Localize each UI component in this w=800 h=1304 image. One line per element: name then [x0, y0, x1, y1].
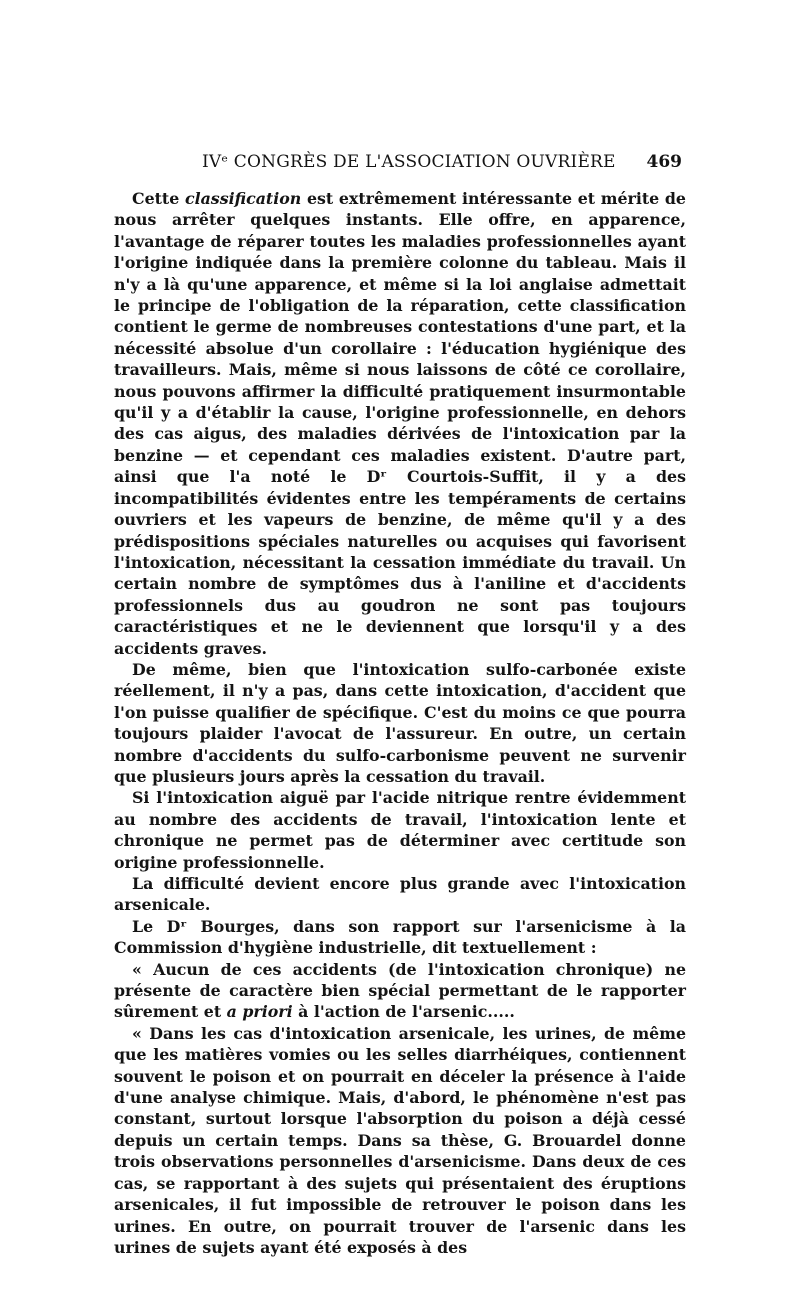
paragraph — [114, 659, 686, 787]
paragraph-text: La difficulté devient encore plus grande avec l'intoxication arsenicale. — [114, 874, 686, 915]
paragraph-text: « Dans les cas d'intoxication arsenicale, les urines, de même que les matières vomies ou les selles diarrhéiques, contiennent souvent le poison et on pourrait en déceler la présence à l'aide d'une analyse chimique. Mais, d'abord, le phénomène n'est pas constant, surtout lorsque l'absorption du poison a déjà cessé depuis un certain temps. Dans sa thèse, G. Brouardel donne trois observations personnelles d'arsenicisme. Dans deux de ces cas, se rapportant à des sujets qui présentaient des éruptions arsenicales, il fut impossible de retrouver le poison dans les urines. En outre, on pourrait trouver de l'arsenic dans les urines de sujets ayant été exposés à des — [114, 1023, 686, 1257]
quotation — [114, 959, 686, 1023]
paragraph-text: Le Dʳ Bourges, dans son rapport sur l'arsenicisme à la Commission d'hygiène industrielle, dit textuellement : — [114, 916, 686, 958]
paragraph-text: Si l'intoxication aiguë par l'acide nitrique rentre évidemment au nombre des accidents de travail, l'intoxication lente et chronique ne permet pas de déterminer avec certitude son origine professionnelle. — [114, 788, 686, 872]
running-head — [114, 150, 686, 180]
paragraph-lead: « Aucun de ces accidents (de l'intoxication chronique) ne présente de caractère bien spécial permettant de le rapporter sûrement et — [114, 959, 686, 1022]
paragraph-lead: Cette — [132, 189, 185, 208]
book-page — [114, 150, 686, 1258]
paragraph — [114, 916, 686, 959]
body-text — [114, 188, 686, 1258]
page-number: 469 — [646, 152, 682, 172]
paragraph — [114, 787, 686, 873]
paragraph-text: est extrêmement intéressante et mérite de nous arrêter quelques instants. Elle offre, en apparence, l'avantage de réparer toutes les maladies professionnelles ayant l'origine indiquée dans la première colonne du tableau. Mais il n'y a là qu'une apparence, et même si la loi anglaise admettait le principe de l'obligation de la réparation, cette classification contient le germe de nombreuses contestations d'une part, et la nécessité absolue d'un corollaire : l'éducation hygiénique des travailleurs. Mais, même si nous laissons de côté ce corollaire, nous pouvons affirmer la difficulté pratiquement insurmontable qu'il y a d'établir la cause, l'origine professionnelle, en dehors des cas aigus, des maladies dérivées de l'intoxication par la benzine — et cependant ces maladies existent. D'autre part, ainsi que l'a noté le Dʳ Courtois-Suffit, il y a des incompatibilités évidentes entre les tempéraments de certains ouvriers et les vapeurs de benzine, de même qu'il y a des prédispositions spéciales naturelles ou acquises qui favorisent l'intoxication, nécessitant la cessation immédiate du travail. Un certain nombre de symptômes dus à l'aniline et d'accidents professionnels dus au goudron ne sont pas toujours caractéristiques et ne le deviennent que lorsqu'il y a des accidents graves. — [114, 189, 686, 658]
running-title: IVᵉ CONGRÈS DE L'ASSOCIATION OUVRIÈRE — [202, 152, 616, 172]
emphasis: a priori — [226, 1002, 293, 1022]
emphasis: classification — [184, 189, 302, 208]
quotation — [114, 1023, 686, 1258]
paragraph-text: De même, bien que l'intoxication sulfo-carbonée existe réellement, il n'y a pas, dans cette intoxication, d'accident que l'on puisse qualifier de spécifique. C'est du moins ce que pourra toujours plaider l'avocat de l'assureur. En outre, un certain nombre d'accidents du sulfo-carbonisme peuvent ne survenir que plusieurs jours après la cessation du travail. — [114, 659, 686, 786]
paragraph — [114, 188, 686, 659]
paragraph-text: à l'action de l'arsenic..... — [292, 1002, 515, 1022]
paragraph — [114, 873, 686, 916]
